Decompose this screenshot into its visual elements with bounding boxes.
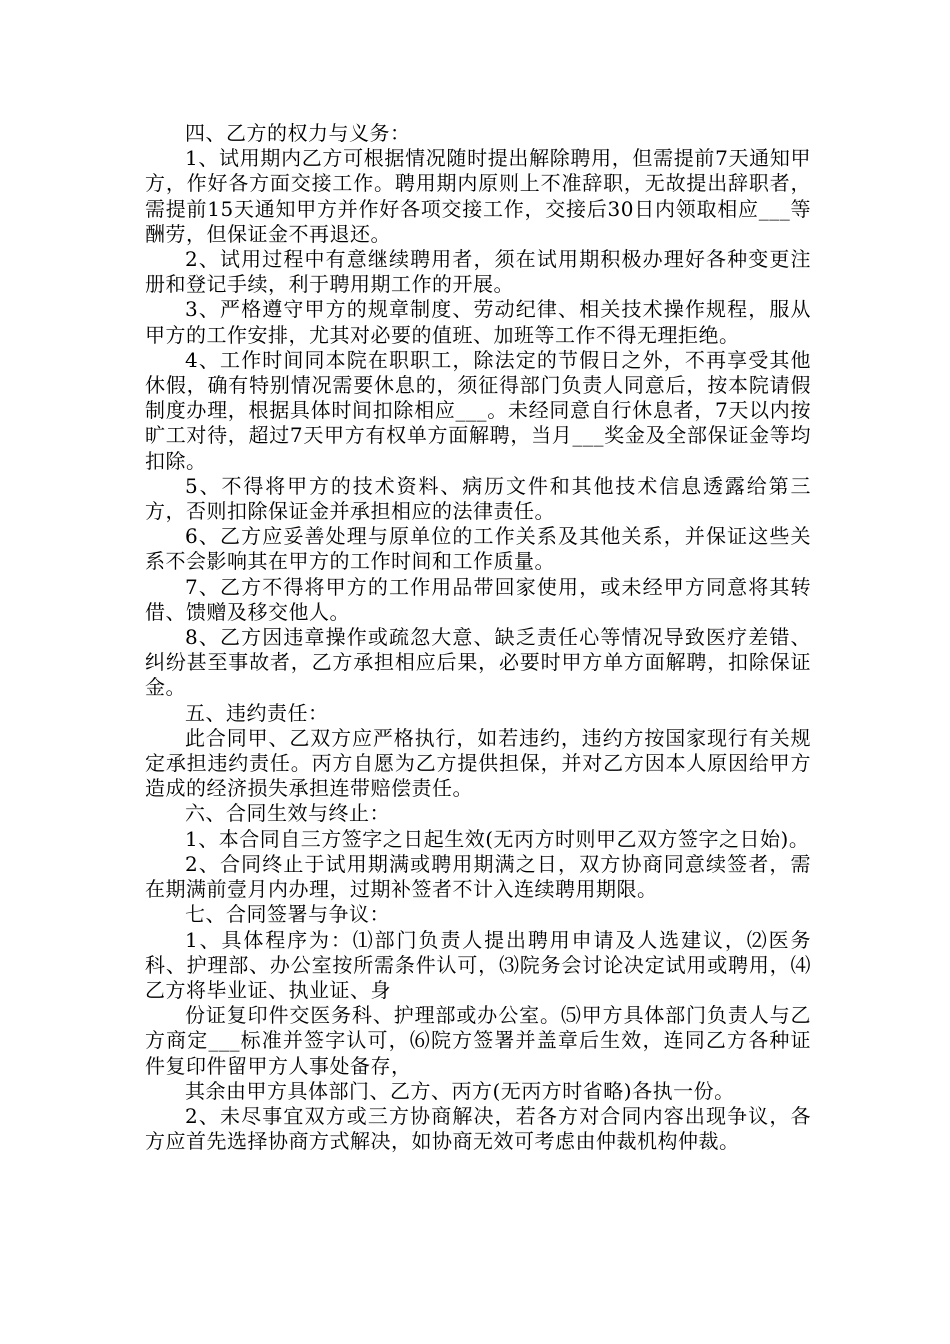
clause-7-2: 2、未尽事宜双方或三方协商解决，若各方对合同内容出现争议，各方应首先选择协商方式解决，如协商无效可考虑由仲裁机构仲裁。 bbox=[145, 1103, 811, 1154]
section-heading-rights-duties: 四、乙方的权力与义务： bbox=[185, 121, 411, 145]
clause-6-2: 2、合同终止于试用期满或聘用期满之日，双方协商同意续签者，需在期满前壹月内办理，过期补签者不计入连续聘用期限。 bbox=[145, 851, 811, 902]
document-page bbox=[145, 121, 811, 1154]
clause-5-body: 此合同甲、乙双方应严格执行，如若违约，违约方按国家现行有关规定承担违约责任。丙方自愿为乙方提供担保，并对乙方因本人原因给甲方造成的经济损失承担连带赔偿责任。 bbox=[145, 725, 811, 801]
clause-7-1-copies: 其余由甲方具体部门、乙方、丙方(无丙方时省略)各执一份。 bbox=[185, 1078, 735, 1103]
section-heading-liability: 五、违约责任： bbox=[185, 700, 329, 725]
clause-7-1: 1、具体程序为：⑴部门负责人提出聘用申请及人选建议，⑵医务科、护理部、办公室按所需条件认可，⑶院务会讨论决定试用或聘用，⑷乙方将毕业证、执业证、身 bbox=[145, 927, 811, 1002]
section-heading-effect-termination: 六、合同生效与终止： bbox=[185, 801, 390, 826]
section-heading-signing-disputes: 七、合同签署与争议： bbox=[185, 902, 390, 927]
clause-7-1-continued: 份证复印件交医务科、护理部或办公室。⑸甲方具体部门负责人与乙方商定___标准并签字认可，⑹院方签署并盖章后生效，连同乙方各种证件复印件留甲方人事处备存， bbox=[145, 1003, 811, 1078]
clause-4-7: 7、乙方不得将甲方的工作用品带回家使用，或未经甲方同意将其转借、馈赠及移交他人。 bbox=[145, 574, 811, 624]
clause-4-2: 2、试用过程中有意继续聘用者，须在试用期积极办理好各种变更注册和登记手续，利于聘用期工作的开展。 bbox=[145, 247, 811, 297]
clause-4-6: 6、乙方应妥善处理与原单位的工作关系及其他关系，并保证这些关系不会影响其在甲方的工作时间和工作质量。 bbox=[145, 524, 811, 574]
clause-4-4: 4、工作时间同本院在职职工，除法定的节假日之外，不再享受其他休假，确有特别情况需要休息的，须征得部门负责人同意后，按本院请假制度办理，根据具体时间扣除相应___。未经同意自行休息者，7天以内按旷工对待，超过7天甲方有权单方面解聘，当月___奖金及全部保证金等均扣除。 bbox=[145, 347, 811, 473]
clause-6-1: 1、本合同自三方签字之日起生效(无丙方时则甲乙双方签字之日始)。 bbox=[185, 826, 810, 851]
clause-4-1: 1、试用期内乙方可根据情况随时提出解除聘用，但需提前7天通知甲方，作好各方面交接工作。聘用期内原则上不准辞职，无故提出辞职者，需提前15天通知甲方并作好各项交接工作，交接后30日内领取相应___等酬劳，但保证金不再退还。 bbox=[145, 146, 811, 246]
clause-4-3: 3、严格遵守甲方的规章制度、劳动纪律、相关技术操作规程，服从甲方的工作安排，尤其对必要的值班、加班等工作不得无理拒绝。 bbox=[145, 297, 811, 347]
clause-4-5: 5、不得将甲方的技术资料、病历文件和其他技术信息透露给第三方，否则扣除保证金并承担相应的法律责任。 bbox=[145, 473, 811, 524]
clause-4-8: 8、乙方因违章操作或疏忽大意、缺乏责任心等情况导致医疗差错、纠纷甚至事故者，乙方承担相应后果，必要时甲方单方面解聘，扣除保证金。 bbox=[145, 625, 811, 700]
